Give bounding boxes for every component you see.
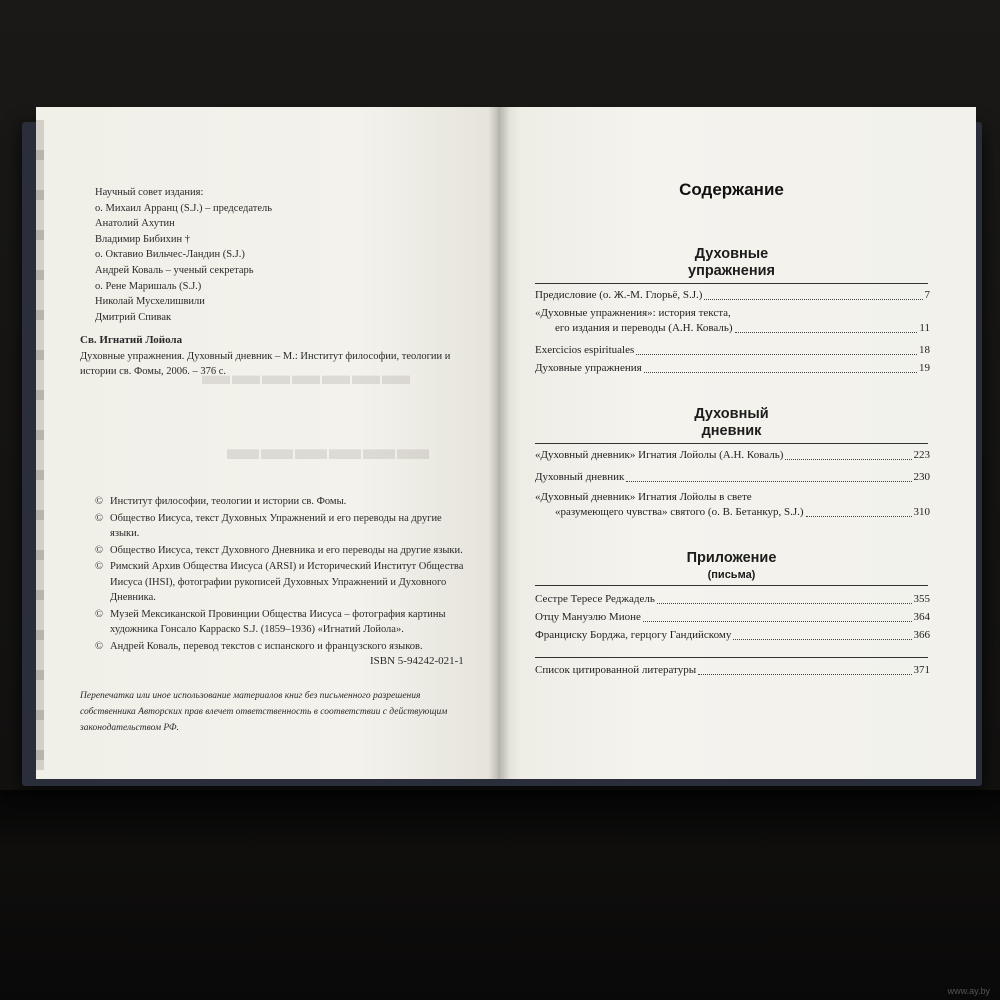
copyright-symbol: ©: [95, 512, 103, 524]
page-number: 7: [924, 289, 930, 301]
rights-notice: Перепечатка или иное использование материалов книг без письменного разрешения собственника Авторских прав влечет ответственность в соответствии с действующим законодательством РФ.: [80, 691, 448, 733]
page-number: 371: [913, 664, 930, 676]
section-divider: [535, 283, 928, 284]
toc-entry[interactable]: Франциску Борджа, герцогу Гандийскому 366: [535, 629, 930, 641]
contents-title: Содержание: [679, 180, 784, 199]
page-number: 355: [913, 593, 930, 605]
council-heading: Научный совет издания:: [95, 187, 204, 198]
toc-entry[interactable]: Exercicios espirituales 18: [535, 344, 930, 356]
toc-entry[interactable]: Духовный дневник 230: [535, 471, 930, 483]
page-number: 366: [913, 629, 930, 641]
section-subheading: (письма): [707, 569, 756, 581]
isbn: ISBN 5-94242-021-1: [370, 655, 464, 667]
section-divider: [535, 657, 928, 658]
council-member: о. Октавио Вильчес-Ландин (S.J.): [95, 249, 245, 261]
watermark: www.ay.by: [947, 986, 990, 996]
page-number: 223: [913, 449, 930, 461]
section-heading: Духовный дневник: [694, 406, 769, 439]
show-through: ▬▬▬▬▬▬▬: [200, 360, 410, 391]
show-through: ▬▬▬▬▬▬: [225, 430, 429, 466]
copyright-item: © Общество Иисуса, текст Духовного Дневника и его переводы на другие языки.: [95, 543, 465, 559]
section-heading: Приложение (письма): [535, 550, 928, 584]
section-divider: [535, 585, 928, 586]
copyright-item: © Андрей Коваль, перевод текстов с испанского и французского языков.: [95, 639, 465, 655]
copyright-item: © Институт философии, теологии и истории св. Фомы.: [95, 494, 465, 510]
copyright-symbol: ©: [95, 496, 103, 507]
page-number: 230: [913, 471, 930, 483]
toc-entry[interactable]: Сестре Тересе Реджадель 355: [535, 593, 930, 605]
toc-entry[interactable]: «Духовный дневник» Игнатия Лойолы (А.Н. Коваль) 223: [535, 449, 930, 461]
council-member: Владимир Бибихин †: [95, 233, 190, 245]
toc-entry[interactable]: «Духовный дневник» Игнатия Лойолы в свете «разумеющего чувства» святого (о. В. Бетанкур, S.J.) 310: [535, 491, 930, 518]
council-member: о. Михаил Арранц (S.J.) – председатель: [95, 202, 273, 214]
copyright-item: © Римский Архив Общества Иисуса (ARSI) и Исторический Институт Общества Иисуса (IHSI), фотографии рукописей Духовных Упражнений и Духовного Дневника.: [95, 561, 464, 603]
council-member: Дмитрий Спивак: [95, 311, 172, 323]
page-edge: [36, 120, 44, 770]
copyright-item: © Музей Мексиканской Провинции Общества Иисуса – фотография картины художника Гонсало Карраско S.J. (1859–1936) «Игнатий Лойола».: [95, 608, 446, 635]
toc-entry[interactable]: «Духовные упражнения»: история текста, его издания и переводы (А.Н. Коваль) 11: [535, 307, 930, 334]
council-member: о. Рене Маришаль (S.J.): [95, 280, 202, 292]
council-member: Андрей Коваль – ученый секретарь: [95, 264, 254, 276]
council-member: Анатолий Ахутин: [95, 218, 175, 230]
copyright-symbol: ©: [95, 640, 103, 652]
page-number: 310: [913, 506, 930, 518]
bibliographic-description: Духовные упражнения. Духовный дневник – М.: Институт философии, теологии и истории св. Фомы, 2006. – 376 с.: [80, 350, 451, 377]
scientific-council: [95, 185, 272, 325]
author-name: Св. Игнатий Лойола: [80, 334, 183, 346]
page-number: 11: [919, 322, 930, 334]
council-member: Николай Мусхелишвили: [95, 296, 205, 308]
section-divider: [535, 443, 928, 444]
copyright-item: © Общество Иисуса, текст Духовных Упражнений и его переводы на другие языки.: [95, 512, 442, 539]
page-number: 18: [919, 344, 930, 356]
copyright-symbol: ©: [95, 561, 103, 572]
copyright-symbol: ©: [95, 608, 103, 620]
copyright-list: [95, 494, 465, 655]
copyright-symbol: ©: [95, 544, 103, 556]
bibliographic-record: [80, 333, 475, 380]
book-gutter: [488, 107, 510, 779]
toc-entry[interactable]: Предисловие (о. Ж.-М. Глорьё, S.J.) 7: [535, 289, 930, 301]
dark-surface: [0, 790, 1000, 1000]
page-number: 19: [919, 362, 930, 374]
toc-entry[interactable]: Отцу Мануэлю Мионе 364: [535, 611, 930, 623]
section-heading: Духовные упражнения: [688, 246, 775, 279]
page-number: 364: [913, 611, 930, 623]
toc-entry[interactable]: Духовные упражнения 19: [535, 362, 930, 374]
toc-entry[interactable]: Список цитированной литературы 371: [535, 664, 930, 676]
